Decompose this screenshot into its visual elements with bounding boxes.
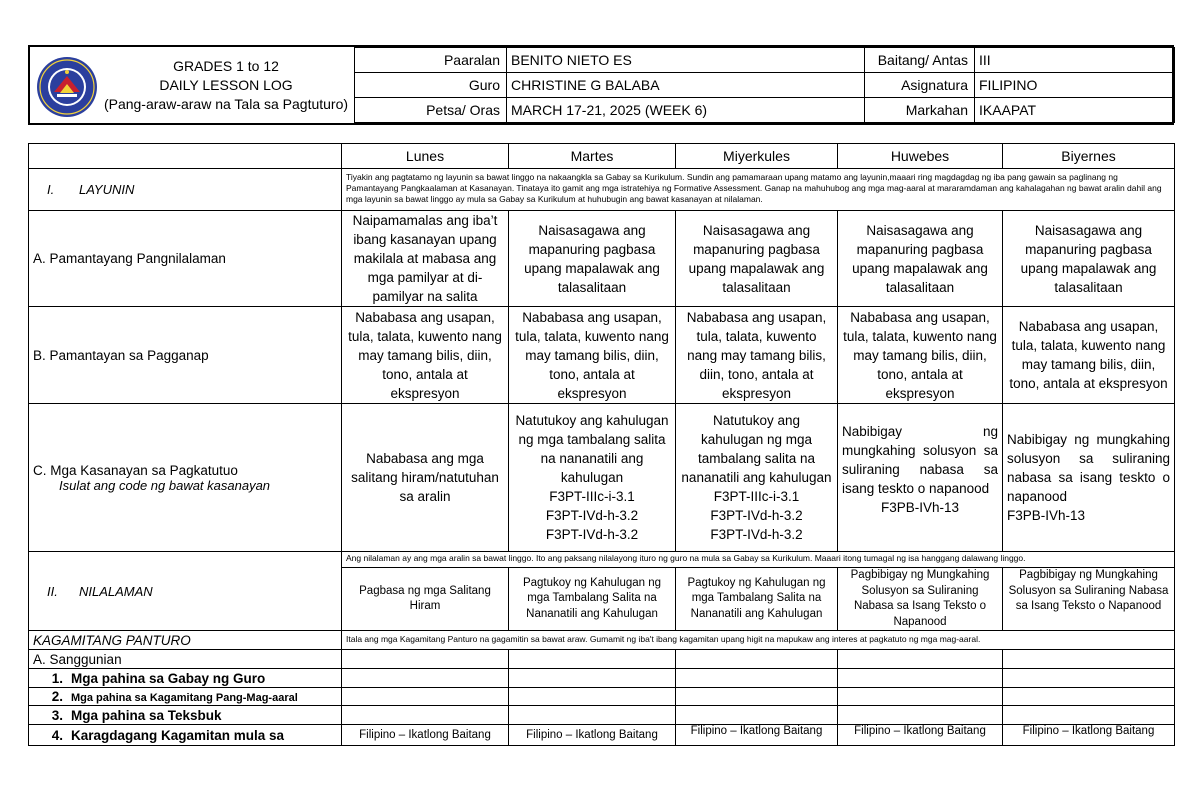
kasanayan-biyernes-code: F3PB-IVh-13	[1007, 508, 1086, 523]
title-line-subtitle: (Pang-araw-araw na Tala sa Pagtuturo)	[103, 96, 349, 112]
pangnilalaman-huwebes: Naisasagawa ang mapanuring pagbasa upang mapalawak ang talasalitaan	[838, 211, 1003, 307]
sanggunian-miyerkules	[676, 650, 838, 669]
petsa-value: MARCH 17-21, 2025 (WEEK 6)	[507, 98, 865, 123]
pagganap-biyernes: Nababasa ang usapan, tula, talata, kuwento nang may tamang bilis, diin, tono, antala at ekspresyon	[1003, 307, 1175, 404]
gabay-guro-row	[29, 669, 1175, 688]
days-header-blank	[29, 144, 342, 169]
karagdagang-label: Karagdagang Kagamitan mula sa	[71, 727, 285, 743]
kasanayan-huwebes-text: Nabibigay ng mungkahing solusyon sa suliraning nabasa sa isang teskto o napanood	[842, 424, 998, 496]
mag-aaral-num: 2.	[51, 689, 63, 704]
pangnilalaman-lunes: Naipamamalas ang iba’t ibang kasanayan upang makilala at mabasa ang mga pamilyar at di-pamilyar na salita	[342, 211, 509, 307]
kasanayan-miyerkules-text: Natutukoy ang kahulugan ng mga tambalang salita na nananatili ang kahulugan	[681, 413, 832, 485]
layunin-num: I.	[47, 182, 55, 197]
days-header-row	[29, 144, 1175, 169]
nilalaman-huwebes: Pagbibigay ng Mungkahing Solusyon sa Suliraning Nabasa sa Isang Teksto o Napanood	[838, 568, 1003, 631]
pagganap-huwebes: Nababasa ang usapan, tula, talata, kuwento nang may tamang bilis, diin, tono, antala at ekspresyon	[838, 307, 1003, 404]
baitang-value: III	[975, 48, 1175, 73]
pangnilalaman-row	[29, 211, 1175, 307]
kasanayan-miyerkules-code-2: F3PT-IVd-h-3.2	[710, 508, 803, 523]
mag-aaral-lunes	[342, 688, 509, 706]
kasanayan-martes-code-3: F3PT-IVd-h-3.2	[545, 527, 639, 542]
pagganap-label: B. Pamantayan sa Pagganap	[29, 307, 342, 404]
pagganap-lunes: Nababasa ang usapan, tula, talata, kuwento nang may tamang bilis, diin, tono, antala at ekspresyon	[342, 307, 509, 404]
karagdagang-biyernes: Filipino – Ikatlong Baitang	[1003, 725, 1175, 746]
karagdagang-lunes: Filipino – Ikatlong Baitang	[342, 725, 509, 746]
kasanayan-label-cell	[29, 404, 342, 552]
header-row-paaralan	[355, 48, 1175, 73]
mag-aaral-miyerkules	[676, 688, 838, 706]
gabay-guro-miyerkules	[676, 669, 838, 688]
nilalaman-label	[29, 552, 342, 631]
deped-seal-logo	[36, 56, 98, 118]
guro-label: Guro	[355, 73, 507, 98]
nilalaman-miyerkules: Pagtukoy ng Kahulugan ng mga Tambalang Salita na Nananatili ang Kahulugan	[676, 568, 838, 631]
lesson-log-header	[28, 45, 1174, 125]
kasanayan-martes	[509, 404, 676, 552]
mag-aaral-biyernes	[1003, 688, 1175, 706]
teksbuk-label: Mga pahina sa Teksbuk	[71, 707, 222, 723]
karagdagang-row	[29, 725, 1175, 746]
gabay-guro-lunes	[342, 669, 509, 688]
teksbuk-martes	[509, 706, 676, 725]
kasanayan-sublabel: Isulat ang code ng bawat kasanayan	[59, 477, 271, 493]
kasanayan-miyerkules-code-3: F3PT-IVd-h-3.2	[710, 527, 803, 542]
nilalaman-title: NILALAMAN	[79, 583, 153, 599]
asignatura-label: Asignatura	[865, 73, 975, 98]
pagganap-martes: Nababasa ang usapan, tula, talata, kuwento nang may tamang bilis, diin, tono, antala at ekspresyon	[509, 307, 676, 404]
guro-value: CHRISTINE G BALABA	[507, 73, 865, 98]
kasanayan-miyerkules	[676, 404, 838, 552]
sanggunian-martes	[509, 650, 676, 669]
header-info-table	[354, 47, 1175, 123]
day-miyerkules: Miyerkules	[676, 144, 838, 169]
mag-aaral-label-cell	[29, 688, 342, 706]
mag-aaral-label: Mga pahina sa Kagamitang Pang-Mag-aaral	[71, 692, 298, 704]
nilalaman-num: II.	[47, 583, 58, 599]
kasanayan-huwebes	[838, 404, 1003, 552]
teksbuk-lunes	[342, 706, 509, 725]
markahan-label: Markahan	[865, 98, 975, 123]
kasanayan-huwebes-code: F3PB-IVh-13	[880, 500, 960, 515]
karagdagang-martes: Filipino – Ikatlong Baitang	[509, 725, 676, 746]
mag-aaral-huwebes	[838, 688, 1003, 706]
kagamitan-row	[29, 631, 1175, 650]
day-biyernes: Biyernes	[1003, 144, 1175, 169]
sanggunian-row	[29, 650, 1175, 669]
sanggunian-biyernes	[1003, 650, 1175, 669]
kagamitang-mag-aaral-row	[29, 688, 1175, 706]
kasanayan-lunes: Nababasa ang mga salitang hiram/natutuhan sa aralin	[342, 404, 509, 552]
nilalaman-note-row	[29, 552, 1175, 568]
pangnilalaman-biyernes: Naisasagawa ang mapanuring pagbasa upang mapalawak ang talasalitaan	[1003, 211, 1175, 307]
kagamitan-note: Itala ang mga Kagamitang Panturo na gagamitin sa bawat araw. Gumamit ng iba't ibang kagamitan upang higit na mapukaw ang interes at pagkatuto ng mga mag-aaral.	[342, 631, 1175, 650]
gabay-guro-label: Mga pahina sa Gabay ng Guro	[71, 670, 266, 686]
header-row-guro	[355, 73, 1175, 98]
kasanayan-martes-code-1: F3PT-IIIc-i-3.1	[549, 489, 635, 504]
karagdagang-num: 4.	[51, 727, 63, 743]
nilalaman-lunes: Pagbasa ng mga Salitang Hiram	[342, 568, 509, 631]
layunin-row	[29, 169, 1175, 211]
kasanayan-biyernes	[1003, 404, 1175, 552]
day-lunes: Lunes	[342, 144, 509, 169]
pangnilalaman-miyerkules: Naisasagawa ang mapanuring pagbasa upang mapalawak ang talasalitaan	[676, 211, 838, 307]
karagdagang-label-cell	[29, 725, 342, 746]
nilalaman-martes: Pagtukoy ng Kahulugan ng mga Tambalang Salita na Nananatili ang Kahulugan	[509, 568, 676, 631]
pagganap-miyerkules: Nababasa ang usapan, tula, talata, kuwento nang may tamang bilis, diin, tono, antala at ekspresyon	[676, 307, 838, 404]
kasanayan-miyerkules-code-1: F3PT-IIIc-i-3.1	[713, 489, 800, 504]
pangnilalaman-martes: Naisasagawa ang mapanuring pagbasa upang mapalawak ang talasalitaan	[509, 211, 676, 307]
teksbuk-miyerkules	[676, 706, 838, 725]
kasanayan-martes-code-2: F3PT-IVd-h-3.2	[545, 508, 639, 523]
kagamitan-label: KAGAMITANG PANTURO	[29, 631, 342, 650]
day-martes: Martes	[509, 144, 676, 169]
asignatura-value: FILIPINO	[975, 73, 1175, 98]
nilalaman-biyernes: Pagbibigay ng Mungkahing Solusyon sa Suliraning Nabasa sa Isang Teksto o Napanood	[1003, 568, 1175, 631]
sanggunian-lunes	[342, 650, 509, 669]
title-line-dll: DAILY LESSON LOG	[159, 77, 293, 93]
gabay-guro-martes	[509, 669, 676, 688]
paaralan-value: BENITO NIETO ES	[507, 48, 865, 73]
teksbuk-huwebes	[838, 706, 1003, 725]
nilalaman-note: Ang nilalaman ay ang mga aralin sa bawat linggo. Ito ang paksang nilalayong ituro ng guro na mula sa Gabay sa Kurikulum. Maaari itong tumagal ng isa hanggang dalawang linggo.	[342, 552, 1175, 568]
teksbuk-label-cell	[29, 706, 342, 725]
day-huwebes: Huwebes	[838, 144, 1003, 169]
sanggunian-huwebes	[838, 650, 1003, 669]
mag-aaral-martes	[509, 688, 676, 706]
layunin-label	[29, 169, 342, 211]
lesson-log-table	[28, 143, 1175, 746]
layunin-title: LAYUNIN	[79, 182, 135, 197]
markahan-value: IKAAPAT	[975, 98, 1175, 123]
sanggunian-label: A. Sanggunian	[29, 650, 342, 669]
teksbuk-row	[29, 706, 1175, 725]
lesson-log-title	[100, 57, 352, 114]
pangnilalaman-label: A. Pamantayang Pangnilalaman	[29, 211, 342, 307]
teksbuk-biyernes	[1003, 706, 1175, 725]
baitang-label: Baitang/ Antas	[865, 48, 975, 73]
teksbuk-num: 3.	[51, 707, 63, 723]
petsa-label: Petsa/ Oras	[355, 98, 507, 123]
kasanayan-label: C. Mga Kasanayan sa Pagkatutuo	[33, 462, 238, 478]
gabay-guro-huwebes	[838, 669, 1003, 688]
kasanayan-biyernes-text: Nabibigay ng mungkahing solusyon sa suliraning nabasa sa isang teskto o napanood	[1007, 432, 1170, 504]
layunin-note: Tiyakin ang pagtatamo ng layunin sa bawat linggo na nakaangkla sa Gabay sa Kurikulum. Sundin ang pamamaraan upang matamo ang layunin,maaari ring magdagdag ng iba pang gawain sa paglinang ng Pamantayang Pangkaalaman at Kasanayan. Tinataya ito gamit ang mga istratehiya ng Formative Assessment. Ganap na mahuhubog ang mga mag-aaral at mararamdaman ang kahalagahan ng bawat aralin dahil ang mga layunin sa bawat linggo ay mula sa Gabay sa Kurikulum at huhubugin ang bawat kasanayan at nilalaman.	[342, 169, 1175, 211]
karagdagang-huwebes: Filipino – Ikatlong Baitang	[838, 725, 1003, 746]
paaralan-label: Paaralan	[355, 48, 507, 73]
pagganap-row	[29, 307, 1175, 404]
header-row-petsa	[355, 98, 1175, 123]
kasanayan-row	[29, 404, 1175, 552]
gabay-guro-num: 1.	[51, 670, 63, 686]
kasanayan-martes-text: Natutukoy ang kahulugan ng mga tambalang salita na nananatili ang kahulugan	[515, 413, 669, 485]
karagdagang-miyerkules: Filipino – Ikatlong Baitang	[676, 725, 838, 746]
gabay-guro-biyernes	[1003, 669, 1175, 688]
gabay-guro-label-cell	[29, 669, 342, 688]
title-line-grades: GRADES 1 to 12	[173, 58, 279, 74]
